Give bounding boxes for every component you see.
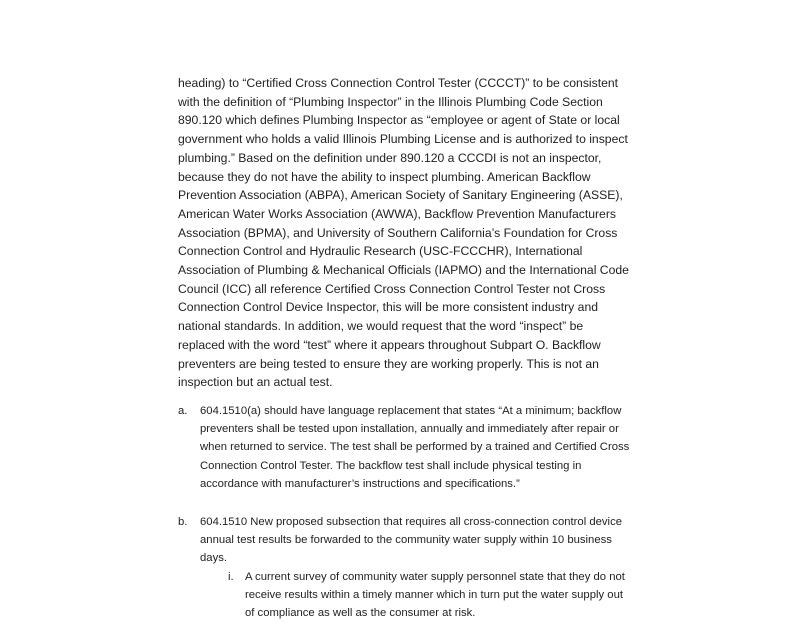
list-line: 604.1510(a) should have language replacement that states “At a minimum; backflow (200, 405, 622, 417)
paragraph-line: Council (ICC) all reference Certified Cross Connection Control Tester not Cross (178, 281, 606, 296)
paragraph-line: replaced with the word “test” where it appears throughout Subpart O. Backflow (178, 337, 601, 352)
paragraph-line: Prevention Association (ABPA), American Society of Sanitary Engineering (ASSE), (178, 188, 623, 203)
list-line: annual test results be forwarded to the community water supply within 10 business (200, 534, 612, 547)
list-line: 604.1510 New proposed subsection that requires all cross-connection control device (200, 516, 622, 528)
list-line: preventers shall be tested upon installation, annually and immediately after repair or (200, 423, 619, 436)
list-line: of compliance as well as the consumer at risk. (245, 607, 476, 620)
list-line: receive results within a timely manner which in turn put the water supply out (245, 589, 623, 602)
list-marker: b. (178, 516, 188, 528)
paragraph-line: national standards. In addition, we would request that the word “inspect” be (178, 319, 584, 334)
paragraph-line: Connection Control Device Inspector, this will be more consistent industry and (178, 300, 598, 315)
sub-list-item-text (245, 568, 705, 623)
body-paragraph (178, 74, 698, 392)
paragraph-line: Association of Plumbing & Mechanical Officials (IAPMO) and the International Code (178, 263, 629, 278)
paragraph-line: Connection Control and Hydraulic Research (USC-FCCCHR), International (178, 244, 583, 259)
paragraph-line: 890.120 which defines Plumbing Inspector as “employee or agent of State or local (178, 113, 620, 128)
list-line: days. (200, 552, 228, 565)
paragraph-line: because they do not have the ability to inspect plumbing. American Backflow (178, 169, 591, 184)
sub-list-marker: i. (228, 571, 234, 583)
list-line: Connection Control Tester. The backflow test shall include physical testing in (200, 459, 582, 472)
list-line: when returned to service. The test shall be performed by a trained and Certified Cross (200, 441, 630, 454)
list-line: A current survey of community water supply personnel state that they do not (245, 571, 625, 583)
list-marker: a. (178, 405, 188, 417)
paragraph-line: government who holds a valid Illinois Plumbing License and is authorized to inspect (178, 132, 628, 147)
paragraph-line: plumbing.” Based on the definition under 890.120 a CCCDI is not an inspector, (178, 150, 602, 165)
paragraph-line: preventers are being tested to ensure they are working properly. This is not an (178, 356, 599, 371)
list-item-text (200, 402, 720, 493)
list-line: accordance with manufacturer’s instructions and specifications.” (200, 477, 520, 490)
paragraph-line: American Water Works Association (AWWA), Backflow Prevention Manufacturers (178, 206, 616, 221)
paragraph-line: inspection but an actual test. (178, 375, 333, 390)
paragraph-line: Association (BPMA), and University of Southern California’s Foundation for Cross (178, 225, 618, 240)
list-item-text (200, 513, 720, 568)
paragraph-line: heading) to “Certified Cross Connection Control Tester (CCCCT)” to be consistent (178, 76, 619, 90)
paragraph-line: with the definition of “Plumbing Inspector” in the Illinois Plumbing Code Section (178, 94, 603, 109)
